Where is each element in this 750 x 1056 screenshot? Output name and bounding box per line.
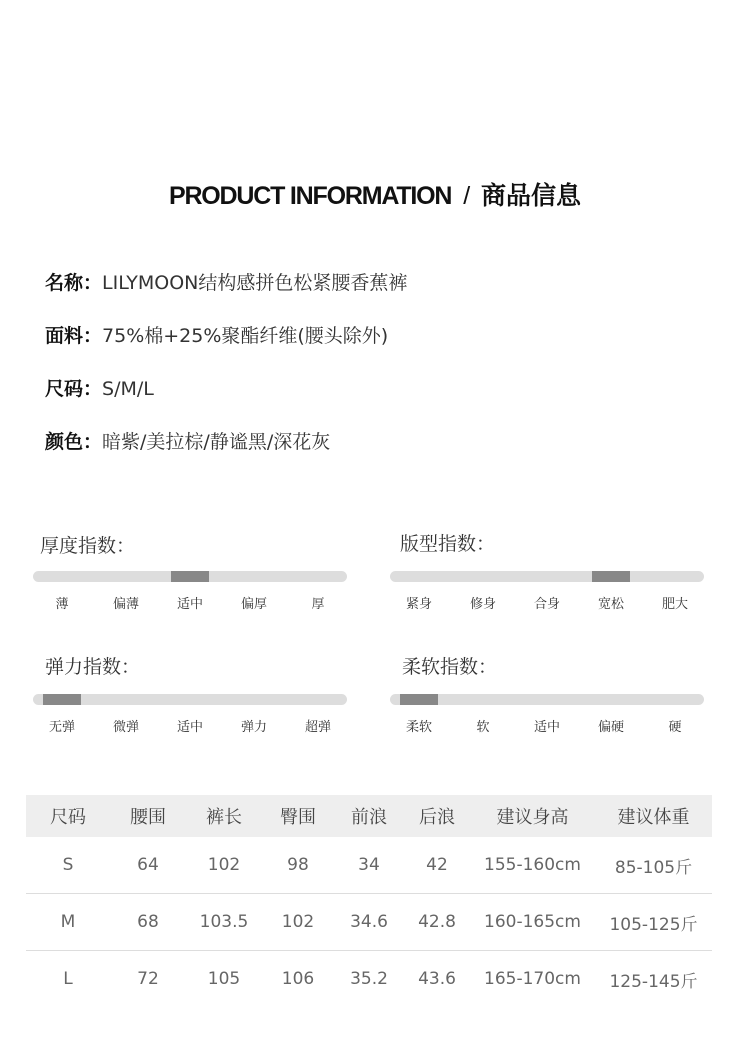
scale-label: 紧身 xyxy=(405,597,432,612)
table-header-cell: 建议体重 xyxy=(595,795,712,837)
table-cell: 42.8 xyxy=(404,894,470,951)
table-header-cell: 尺码 xyxy=(26,795,110,837)
scale-label: 柔软 xyxy=(405,720,432,735)
table-cell: 35.2 xyxy=(350,969,388,989)
table-row xyxy=(26,951,712,1008)
table-cell: 105-125斤 xyxy=(595,894,712,951)
table-row xyxy=(26,837,712,894)
table-cell: 125-145斤 xyxy=(609,971,698,992)
info-row-size xyxy=(45,374,154,404)
scale-label: 修身 xyxy=(469,597,496,612)
table-header-row xyxy=(26,795,712,837)
table-cell: 43.6 xyxy=(418,969,456,989)
table-cell: 106 xyxy=(281,969,315,989)
softness-index-label: 柔软指数： xyxy=(402,656,498,678)
scale-label: 软 xyxy=(476,720,490,735)
table-header-cell: 建议身高 xyxy=(470,795,595,837)
title-cn: 商品信息 xyxy=(481,182,582,210)
scale-label: 微弹 xyxy=(112,720,139,735)
table-header-cell: 腰围 xyxy=(110,795,186,837)
fit-index-label: 版型指数： xyxy=(400,533,496,555)
info-value-color: 暗紫/美拉棕/静谧黑/深花灰 xyxy=(102,431,331,453)
table-cell: 155-160cm xyxy=(470,837,595,894)
thickness-slider xyxy=(33,571,347,612)
elasticity-index-label: 弹力指数： xyxy=(45,656,141,678)
table-cell: 165-170cm xyxy=(484,969,581,989)
table-cell: 160-165cm xyxy=(470,894,595,951)
info-value-name: LILYMOON结构感拼色松紧腰香蕉裤 xyxy=(102,272,408,294)
info-label-fabric: 面料： xyxy=(45,325,103,347)
table-cell: 72 xyxy=(137,969,159,989)
info-row-name xyxy=(45,268,407,298)
table-cell: 34 xyxy=(334,837,404,894)
info-label-size: 尺码： xyxy=(45,378,103,400)
softness-scale xyxy=(390,716,704,736)
table-header-cell: 臀围 xyxy=(262,795,334,837)
scale-label: 无弹 xyxy=(48,720,75,735)
info-row-fabric xyxy=(45,321,388,351)
fit-slider xyxy=(390,571,704,612)
scale-label: 合身 xyxy=(533,597,560,612)
info-value-size: S/M/L xyxy=(102,378,154,400)
softness-slider-fill xyxy=(400,694,438,705)
table-header-cell: 前浪 xyxy=(334,795,404,837)
size-table xyxy=(26,795,712,1007)
elasticity-scale xyxy=(33,716,347,736)
scale-label: 弹力 xyxy=(240,720,267,735)
elasticity-slider xyxy=(33,694,347,735)
table-cell: 102 xyxy=(186,837,262,894)
table-header-cell: 裤长 xyxy=(186,795,262,837)
table-cell: S xyxy=(26,837,110,894)
scale-label: 偏薄 xyxy=(112,597,139,612)
title-en: PRODUCT INFORMATION xyxy=(168,182,452,210)
info-value-fabric: 75%棉+25%聚酯纤维(腰头除外) xyxy=(102,325,389,347)
softness-slider xyxy=(390,694,704,735)
scale-label: 适中 xyxy=(176,720,203,735)
table-cell: 42 xyxy=(404,837,470,894)
fit-scale xyxy=(390,593,704,613)
table-cell: 34.6 xyxy=(334,894,404,951)
scale-label: 薄 xyxy=(55,597,69,612)
table-cell: 64 xyxy=(110,837,186,894)
elasticity-slider-fill xyxy=(43,694,81,705)
table-cell: L xyxy=(63,969,73,989)
scale-label: 硬 xyxy=(668,720,682,735)
table-header-cell: 后浪 xyxy=(404,795,470,837)
table-cell: 68 xyxy=(110,894,186,951)
info-label-name: 名称： xyxy=(45,272,103,294)
table-cell: 102 xyxy=(262,894,334,951)
scale-label: 宽松 xyxy=(597,597,624,612)
table-cell: 98 xyxy=(262,837,334,894)
scale-label: 适中 xyxy=(176,597,203,612)
scale-label: 适中 xyxy=(533,720,560,735)
scale-label: 偏厚 xyxy=(240,597,267,612)
thickness-slider-fill xyxy=(171,571,209,582)
thickness-scale xyxy=(33,593,347,613)
scale-label: 厚 xyxy=(311,597,325,612)
scale-label: 超弹 xyxy=(304,720,331,735)
scale-label: 肥大 xyxy=(661,597,688,612)
page-title xyxy=(0,176,750,216)
table-cell: 85-105斤 xyxy=(595,837,712,894)
info-label-color: 颜色： xyxy=(45,431,103,453)
info-row-color xyxy=(45,427,330,457)
title-separator: / xyxy=(463,182,469,210)
thickness-index-label: 厚度指数： xyxy=(40,535,136,557)
table-cell: M xyxy=(26,894,110,951)
fit-slider-fill xyxy=(592,571,630,582)
table-cell: 105 xyxy=(207,969,241,989)
scale-label: 偏硬 xyxy=(597,720,624,735)
table-row xyxy=(26,894,712,951)
table-cell: 103.5 xyxy=(186,894,262,951)
